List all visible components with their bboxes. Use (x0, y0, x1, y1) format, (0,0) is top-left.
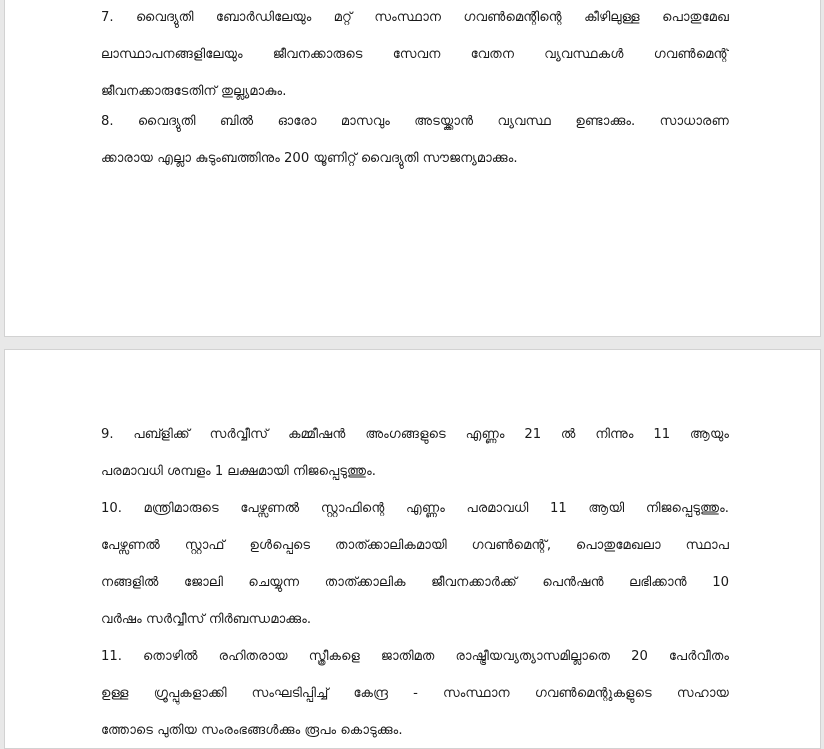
paragraph-line: 11. തൊഴിൽ രഹിതരായ സ്ത്രീകളെ ജാതിമത രാഷ്ട്രീയവ്യത്യാസമില്ലാതെ 20 പേർവീതം (101, 649, 729, 664)
paragraph-line: 10. മന്ത്രിമാരുടെ പേഴ്സണൽ സ്റ്റാഫിന്റെ എണ്ണം പരമാവധി 11 ആയി നിജപ്പെടുത്തും. (101, 501, 729, 516)
paragraph-line: ഉള്ള ഗ്രൂപ്പുകളാക്കി സംഘടിപ്പിച്ച് കേന്ദ്ര - സംസ്ഥാന ഗവൺമെന്റുകളുടെ സഹായ (101, 686, 729, 701)
paragraph-11 (101, 638, 729, 749)
paragraph-line: 7. വൈദ്യുതി ബോർഡിലേയും മറ്റ് സംസ്ഥാന ഗവൺമെന്റിന്റെ കീഴിലുള്ള പൊതുമേഖ (101, 10, 729, 25)
document-page-1 (4, 0, 821, 337)
paragraph-line: നങ്ങളിൽ ജോലി ചെയ്യുന്ന താത്ക്കാലിക ജീവനക്കാർക്ക് പെൻഷൻ ലഭിക്കാൻ 10 (101, 575, 729, 590)
paragraph-line: വർഷം സർവ്വീസ് നിർബന്ധമാക്കും. (101, 612, 312, 627)
paragraph-line: 8. വൈദ്യുതി ബിൽ ഓരോ മാസവും അടയ്ക്കാൻ വ്യവസ്ഥ ഉണ്ടാക്കും. സാധാരണ (101, 114, 729, 129)
paragraph-9 (101, 416, 729, 490)
paragraph-line: ത്തോടെ പുതിയ സംരംഭങ്ങൾക്കും രൂപം കൊടുക്കും. (101, 723, 403, 738)
paragraph-10 (101, 490, 729, 638)
paragraph-7 (101, 0, 729, 110)
paragraph-8 (101, 103, 729, 177)
paragraph-line: പരമാവധി ശമ്പളം 1 ലക്ഷമായി നിജപ്പെടുത്തും. (101, 464, 377, 479)
paragraph-line: 9. പബ്ളിക്ക് സർവ്വീസ് കമ്മീഷൻ അംഗങ്ങളുടെ എണ്ണം 21 ൽ നിന്നും 11 ആയും (101, 427, 729, 442)
paragraph-line: പേഴ്സണൽ സ്റ്റാഫ് ഉൾപ്പെടെ താത്ക്കാലികമായി ഗവൺമെന്റ്, പൊതുമേഖലാ സ്ഥാപ (101, 538, 729, 553)
document-page-2 (4, 349, 821, 749)
paragraph-line: ജീവനക്കാരുടേതിന് തുല്ല്യമാകും. (101, 84, 287, 99)
paragraph-line: ലാസ്ഥാപനങ്ങളിലേയും ജീവനക്കാരുടെ സേവന വേതന വ്യവസ്ഥകൾ ഗവൺമെന്റ് (101, 47, 729, 62)
paragraph-line: ക്കാരായ എല്ലാ കുടുംബത്തിനും 200 യൂണിറ്റ് വൈദ്യുതി സൗജന്യമാക്കും. (101, 151, 518, 166)
